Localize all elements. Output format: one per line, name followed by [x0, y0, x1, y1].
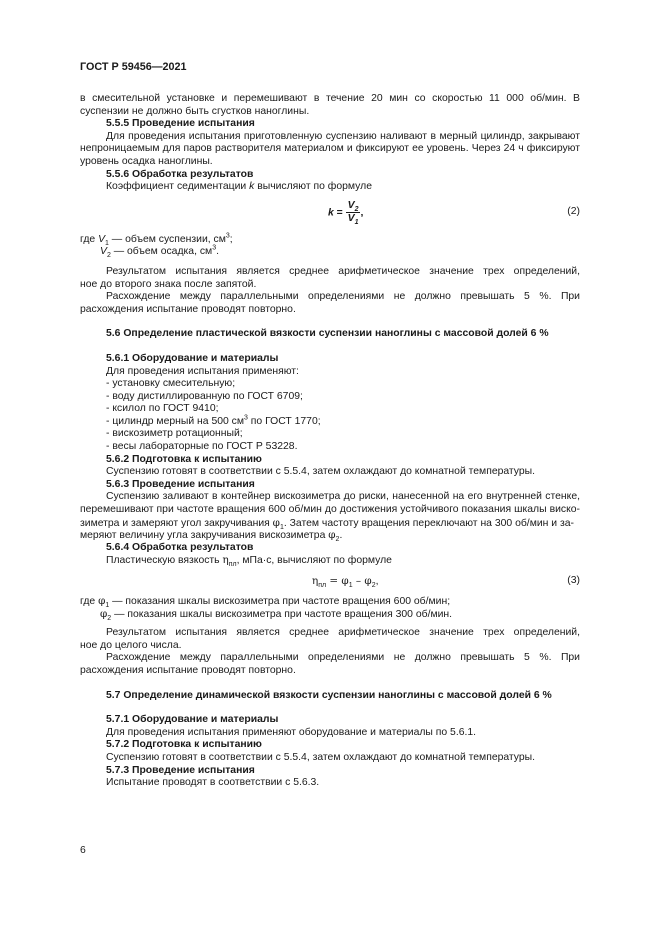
paragraph-line: Результатом испытания является среднее арифметическое значение трех определений,	[106, 265, 580, 277]
formula-intro: Пластическую вязкость $\eta_{пл}$, мПа·с, вычисляют по формуле	[106, 554, 392, 569]
paragraph-line: перемешивают при частоте вращения 600 об/мин до достижения устойчивого показания шкалы виско-	[80, 504, 580, 516]
section-title-5-7-1: 5.7.1 Оборудование и материалы	[106, 714, 279, 726]
section-title-5-5-5: 5.5.5 Проведение испытания	[106, 118, 255, 130]
list-item: - установку смесительную;	[106, 378, 236, 390]
list-item: - воду дистиллированную по ГОСТ 6709;	[106, 390, 303, 402]
paragraph-line: Результатом испытания является среднее арифметическое значение трех определений,	[106, 627, 580, 639]
paragraph-line: суспензии не должно быть сгустков наноглины.	[80, 105, 310, 117]
section-title-5-6-3: 5.6.3 Проведение испытания	[106, 478, 255, 490]
paragraph-line: Суспензию готовят в соответствии с 5.5.4, затем охлаждают до комнатной температуры.	[106, 751, 536, 763]
paragraph-line: Для проведения испытания приготовленную суспензию наливают в мерный цилиндр, закрывают	[106, 130, 580, 142]
section-title-5-6-1: 5.6.1 Оборудование и материалы	[106, 352, 279, 364]
page-number: 6	[80, 845, 86, 856]
list-item: - весы лабораторные по ГОСТ Р 53228.	[106, 441, 298, 453]
formula-expression: k = $\frac{V_2}{V_1}$ ,	[328, 199, 364, 226]
paragraph-line: Для проведения испытания применяют оборудование и материалы по 5.6.1.	[106, 726, 477, 738]
paragraph-line: ное до второго знака после запятой.	[80, 278, 257, 290]
section-title-5-7-3: 5.7.3 Проведение испытания	[106, 764, 255, 776]
paragraph-line: Суспензию заливают в контейнер вискозиметра до риски, нанесенной на его внутренней стенке,	[106, 491, 580, 503]
formula-2	[80, 194, 580, 234]
paragraph-line: Расхождение между параллельными определениями не должно превышать 5 %. При	[106, 291, 580, 303]
paragraph-line: меряют величину угла закручивания вискозиметра $\varphi_2$.	[80, 529, 343, 544]
list-item: - вискозиметр ротационный;	[106, 428, 243, 440]
where-line: где $\varphi_1$ — показания шкалы вискозиметра при частоте вращения 600 об/мин;	[80, 595, 451, 610]
paragraph-line: расхождения испытание проводят повторно.	[80, 664, 296, 676]
paragraph-line: расхождения испытание проводят повторно.	[80, 303, 296, 315]
paragraph-line: ное до целого числа.	[80, 639, 182, 651]
paragraph-line: уровень осадка наноглины.	[80, 155, 213, 167]
formula-expression: $\eta_{пл} = \varphi_1 - \varphi_2$,	[312, 575, 379, 590]
where-line: где $V_1$ — объем суспензии, $см^3$;	[80, 232, 233, 247]
section-title-5-7-2: 5.7.2 Подготовка к испытанию	[106, 739, 262, 751]
where-line: $\varphi_2$ — показания шкалы вискозиметра при частоте вращения 300 об/мин.	[100, 607, 453, 622]
section-title-5-6-4: 5.6.4 Обработка результатов	[106, 541, 254, 553]
list-item: - цилиндр мерный на 500 $см^3$ по ГОСТ 1770;	[106, 414, 321, 427]
document-body	[80, 93, 580, 790]
section-title-5-6: 5.6 Определение пластической вязкости суспензии наноглины с массовой долей 6 %	[106, 328, 549, 340]
paragraph-line: Суспензию готовят в соответствии с 5.5.4, затем охлаждают до комнатной температуры.	[106, 466, 536, 478]
where-line: $V_2$ — объем осадка, $см^3$.	[100, 244, 219, 260]
paragraph-line: непроницаемым для паров растворителя материалом и фиксируют ее уровень. Через 24 ч фиксируют	[80, 143, 580, 155]
section-title-5-5-6: 5.5.6 Обработка результатов	[106, 168, 254, 180]
paragraph-line: Расхождение между параллельными определениями не должно превышать 5 %. При	[106, 652, 580, 664]
section-title-5-7: 5.7 Определение динамической вязкости суспензии наноглины с массовой долей 6 %	[106, 689, 552, 701]
list-item: - ксилол по ГОСТ 9410;	[106, 403, 219, 415]
formula-3	[80, 567, 580, 595]
fraction: $\frac{V_2}{V_1}$	[347, 199, 359, 226]
section-title-5-6-2: 5.6.2 Подготовка к испытанию	[106, 453, 262, 465]
formula-number: (2)	[567, 205, 580, 217]
paragraph-line: Для проведения испытания применяют:	[106, 365, 299, 377]
page-header: ГОСТ Р 59456—2021	[80, 61, 187, 73]
formula-intro: Коэффициент седиментации k вычисляют по формуле	[106, 181, 372, 193]
formula-number: (3)	[567, 575, 580, 586]
paragraph-line: Испытание проводят в соответствии с 5.6.3.	[106, 777, 320, 789]
paragraph-line: зиметра и замеряют угол закручивания $\varphi_1$. Затем частоту вращения переключают на 300 об/мин и за-	[80, 516, 574, 531]
paragraph-line: в смесительной установке и перемешивают в течение 20 мин со скоростью 11 000 об/мин. В	[80, 93, 580, 104]
